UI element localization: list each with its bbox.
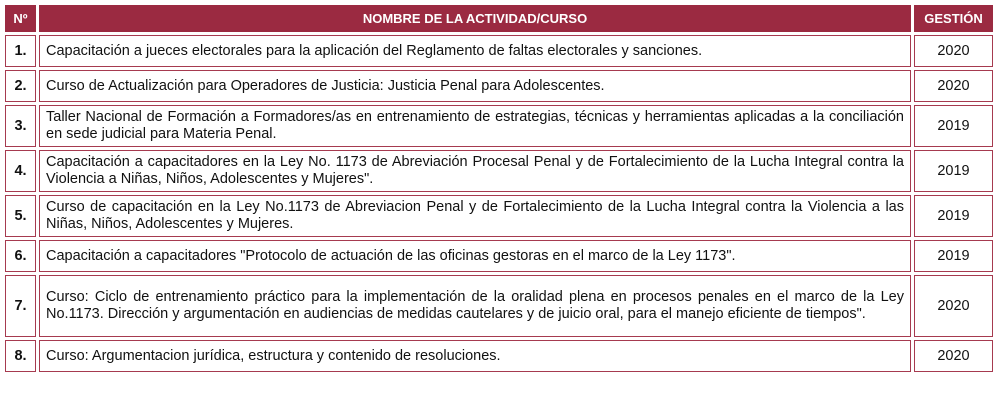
row-number: 2.: [5, 70, 36, 102]
row-year: 2019: [914, 150, 993, 192]
row-activity: Curso: Ciclo de entrenamiento práctico para la implementación de la oralidad plena en procesos penales en el marco de la Ley No.1173. Dirección y argumentación en audiencias de medidas cautelares y de juicio oral, para el manejo eficiente de tiempos".: [39, 275, 911, 337]
table-row: [5, 70, 993, 102]
row-activity: Capacitación a capacitadores "Protocolo de actuación de las oficinas gestoras en el marco de la Ley 1173".: [39, 240, 911, 272]
row-year: 2020: [914, 70, 993, 102]
header-year: GESTIÓN: [914, 5, 993, 32]
row-year: 2020: [914, 35, 993, 67]
row-year: 2020: [914, 275, 993, 337]
activities-table-container: [2, 2, 996, 375]
table-header-row: [5, 5, 993, 32]
row-number: 5.: [5, 195, 36, 237]
row-activity: Capacitación a jueces electorales para la aplicación del Reglamento de faltas electorales y sanciones.: [39, 35, 911, 67]
row-activity: Curso: Argumentacion jurídica, estructura y contenido de resoluciones.: [39, 340, 911, 372]
row-number: 4.: [5, 150, 36, 192]
table-row: [5, 195, 993, 237]
row-year: 2019: [914, 195, 993, 237]
row-year: 2019: [914, 105, 993, 147]
table-row: [5, 35, 993, 67]
header-number: Nº: [5, 5, 36, 32]
row-number: 1.: [5, 35, 36, 67]
row-activity: Capacitación a capacitadores en la Ley No. 1173 de Abreviación Procesal Penal y de Fortalecimiento de la Lucha Integral contra la Violencia a Niñas, Niños, Adolescentes y Mujeres".: [39, 150, 911, 192]
table-row: [5, 105, 993, 147]
row-number: 7.: [5, 275, 36, 337]
row-activity: Curso de capacitación en la Ley No.1173 de Abreviacion Penal y de Fortalecimiento de la Lucha Integral contra la Violencia a las Niñas, Niños, Adolescentes y Mujeres.: [39, 195, 911, 237]
row-number: 8.: [5, 340, 36, 372]
row-year: 2019: [914, 240, 993, 272]
row-year: 2020: [914, 340, 993, 372]
table-row: [5, 150, 993, 192]
table-row: [5, 240, 993, 272]
row-number: 3.: [5, 105, 36, 147]
row-activity: Taller Nacional de Formación a Formadores/as en entrenamiento de estrategias, técnicas y herramientas aplicadas a la conciliación en sede judicial para Materia Penal.: [39, 105, 911, 147]
row-number: 6.: [5, 240, 36, 272]
header-activity: NOMBRE DE LA ACTIVIDAD/CURSO: [39, 5, 911, 32]
table-row: [5, 275, 993, 337]
table-row: [5, 340, 993, 372]
row-activity: Curso de Actualización para Operadores de Justicia: Justicia Penal para Adolescentes.: [39, 70, 911, 102]
activities-table: [2, 2, 996, 375]
